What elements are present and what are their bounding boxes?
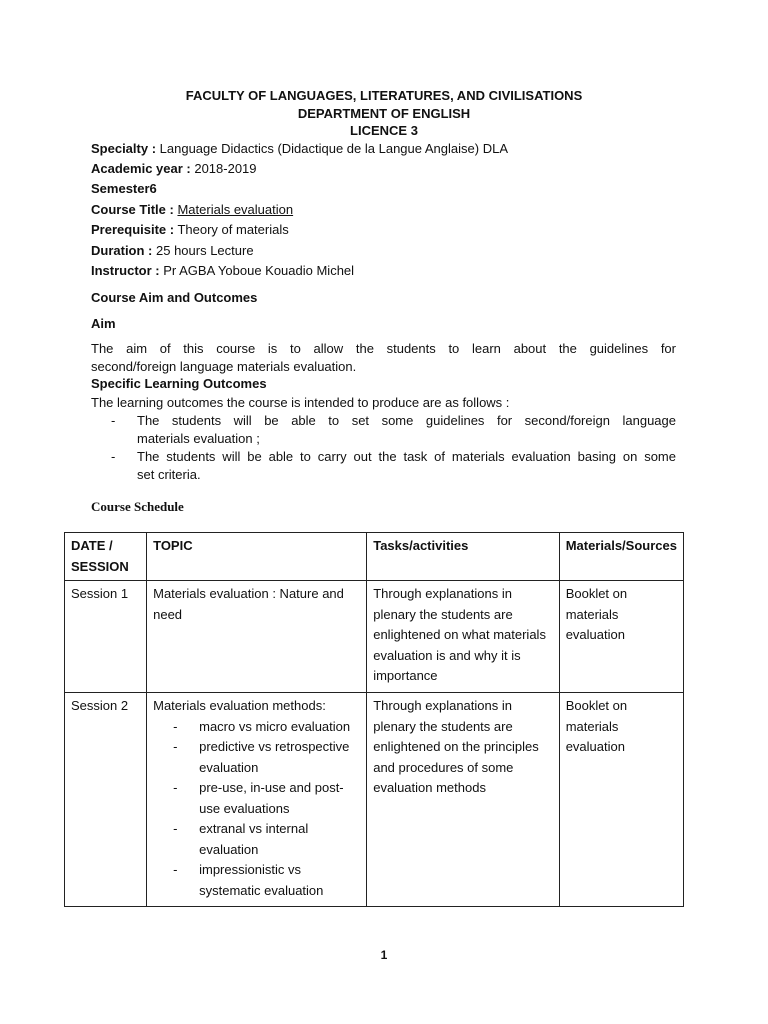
bullet-dash: - <box>111 449 116 464</box>
outcome-text-1 <box>137 412 676 448</box>
course-title-line <box>91 202 293 217</box>
list-item <box>173 737 360 778</box>
table-row <box>65 693 684 907</box>
list-item <box>173 819 360 860</box>
topic-cell: Materials evaluation : Nature and need <box>147 581 367 693</box>
course-title-label: Course Title : <box>91 202 174 217</box>
semester-label: Semester6 <box>91 181 157 196</box>
semester-line <box>91 181 157 196</box>
bullet-dash: - <box>173 780 178 795</box>
instructor-label: Instructor : <box>91 263 160 278</box>
subtopic-text: impressionistic vs systematic evaluation <box>199 862 324 898</box>
outcome-2-line-2: set criteria. <box>137 467 201 482</box>
outcomes-heading: Specific Learning Outcomes <box>91 376 267 391</box>
specialty-line <box>91 141 508 156</box>
course-aim-heading: Course Aim and Outcomes <box>91 290 258 305</box>
subtopic-list <box>153 717 360 902</box>
subtopic-text: extranal vs internal evaluation <box>199 821 309 857</box>
header-topic: TOPIC <box>147 533 367 581</box>
tasks-cell: Through explanations in plenary the students are enlightened on what materials evaluation is and why it is importance <box>367 581 559 693</box>
prerequisite-label: Prerequisite : <box>91 222 175 237</box>
prerequisite-value: Theory of materials <box>174 222 289 237</box>
list-item <box>173 778 360 819</box>
bullet-dash: - <box>173 718 178 734</box>
academic-year-value: 2018-2019 <box>190 161 257 176</box>
bullet-dash: - <box>173 739 178 754</box>
faculty-heading: FACULTY OF LANGUAGES, LITERATURES, AND CIVILISATIONS <box>185 88 583 103</box>
duration-line <box>91 243 254 258</box>
duration-label: Duration : <box>91 243 153 258</box>
list-item <box>173 717 360 738</box>
tasks-cell: Through explanations in plenary the students are enlightened on the principles and procedures of some evaluation methods <box>367 693 559 907</box>
outcome-1-line-1: The students will be able to set some guidelines for second/foreign language <box>137 413 676 428</box>
course-schedule-heading: Course Schedule <box>91 499 184 514</box>
specialty-label: Specialty : <box>91 141 157 156</box>
header-tasks: Tasks/activities <box>367 533 559 581</box>
bullet-dash: - <box>173 821 178 836</box>
course-title-value: Materials evaluation <box>177 202 294 217</box>
table-header-row <box>65 533 684 581</box>
aim-heading: Aim <box>91 316 116 331</box>
subtopic-text: pre-use, in-use and post-use evaluations <box>199 780 344 816</box>
topic-title: Materials evaluation methods: <box>153 698 326 713</box>
outcome-item-1 <box>111 412 676 448</box>
table-row <box>65 581 684 693</box>
outcomes-intro: The learning outcomes the course is intended to produce are as follows : <box>91 395 510 410</box>
instructor-line <box>91 263 354 278</box>
aim-paragraph <box>91 340 676 376</box>
level-heading: LICENCE 3 <box>350 123 418 138</box>
header-materials: Materials/Sources <box>559 533 683 581</box>
header-date-session: DATE / SESSION <box>65 533 147 581</box>
specialty-value: Language Didactics (Didactique de la Langue Anglaise) DLA <box>156 141 508 156</box>
materials-cell: Booklet on materials evaluation <box>559 581 683 693</box>
list-item <box>173 860 360 901</box>
session-cell: Session 1 <box>65 581 147 693</box>
academic-year-label: Academic year : <box>91 161 191 176</box>
materials-cell: Booklet on materials evaluation <box>559 693 683 907</box>
page-number: 1 <box>380 948 388 962</box>
session-cell: Session 2 <box>65 693 147 907</box>
bullet-dash: - <box>111 413 116 428</box>
course-schedule-table <box>64 532 684 907</box>
outcome-1-line-2: materials evaluation ; <box>137 431 260 446</box>
outcome-item-2 <box>111 448 676 484</box>
subtopic-text: macro vs micro evaluation <box>199 718 351 734</box>
aim-line-1: The aim of this course is to allow the students to learn about the guidelines for <box>91 341 676 356</box>
topic-cell <box>147 693 367 907</box>
prerequisite-line <box>91 222 289 237</box>
instructor-value: Pr AGBA Yoboue Kouadio Michel <box>159 263 355 278</box>
duration-value: 25 hours Lecture <box>152 243 254 258</box>
outcome-text-2 <box>137 448 676 484</box>
department-heading: DEPARTMENT OF ENGLISH <box>297 106 471 121</box>
outcome-2-line-1: The students will be able to carry out the task of materials evaluation basing on some <box>137 449 676 464</box>
academic-year-line <box>91 161 257 176</box>
aim-line-2: second/foreign language materials evaluation. <box>91 359 357 374</box>
subtopic-text: predictive vs retrospective evaluation <box>199 739 350 775</box>
bullet-dash: - <box>173 862 178 877</box>
